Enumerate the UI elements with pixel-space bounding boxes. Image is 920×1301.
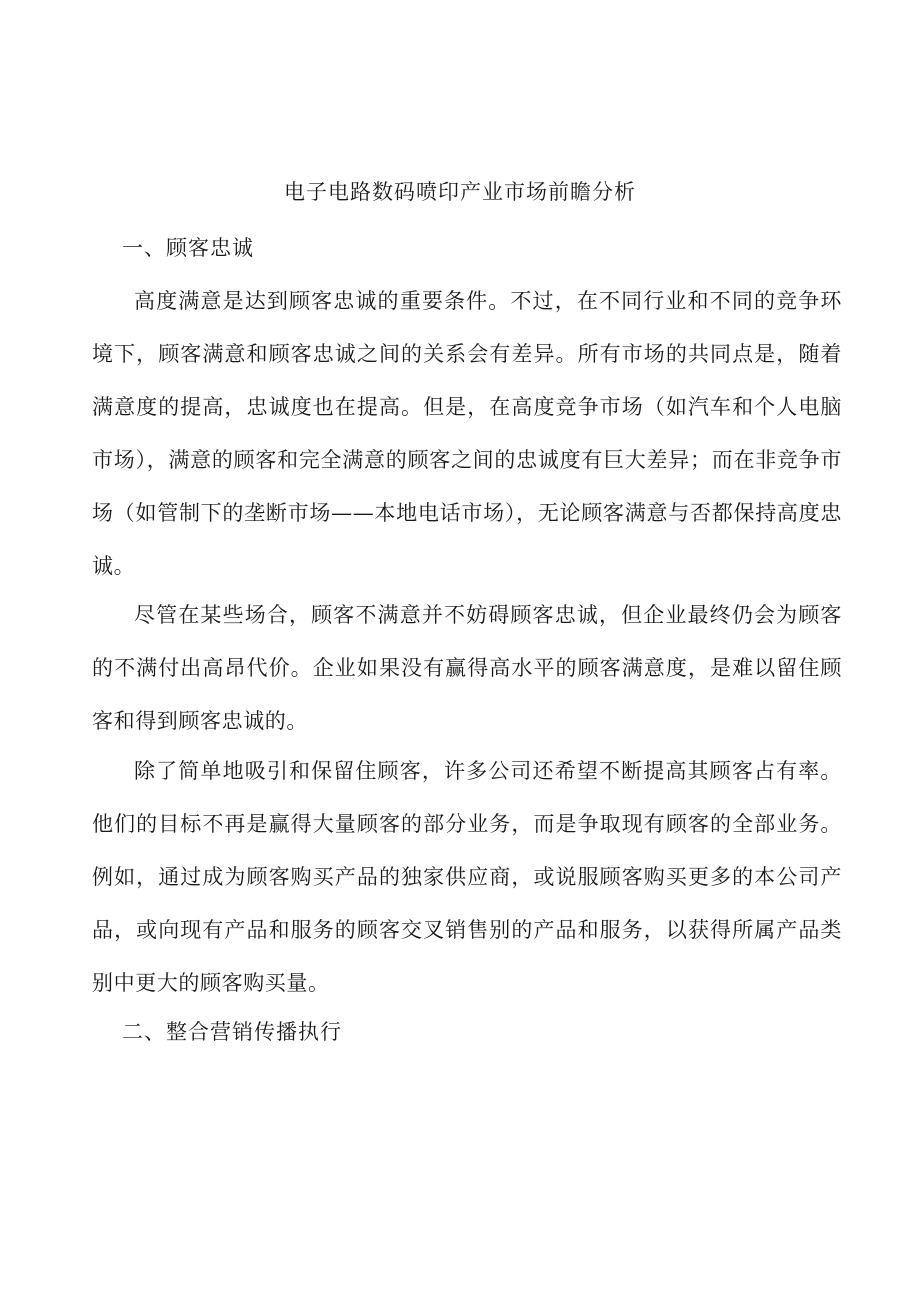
paragraph: 尽管在某些场合，顾客不满意并不妨碍顾客忠诚，但企业最终仍会为顾客的不满付出高昂代价。企业如果没有赢得高水平的顾客满意度，是难以留住顾客和得到顾客忠诚的。 xyxy=(92,603,842,733)
paragraph: 除了简单地吸引和保留住顾客，许多公司还希望不断提高其顾客占有率。他们的目标不再是赢得大量顾客的部分业务，而是争取现有顾客的全部业务。例如，通过成为顾客购买产品的独家供应商，或说服顾客购买更多的本公司产品，或向现有产品和服务的顾客交叉销售别的产品和服务，以获得所属产品类别中更大的顾客购买量。 xyxy=(92,759,842,995)
paragraph: 高度满意是达到顾客忠诚的重要条件。不过，在不同行业和不同的竞争环境下，顾客满意和顾客忠诚之间的关系会有差异。所有市场的共同点是，随着满意度的提高，忠诚度也在提高。但是，在高度竞争市场（如汽车和个人电脑市场），满意的顾客和完全满意的顾客之间的忠诚度有巨大差异；而在非竞争市场（如管制下的垄断市场——本地电话市场），无论顾客满意与否都保持高度忠诚。 xyxy=(92,289,842,578)
section-heading-customer-loyalty: 一、顾客忠诚 xyxy=(122,236,254,260)
section-heading-imc-execution: 二、整合营销传播执行 xyxy=(122,1020,342,1044)
document-title: 电子电路数码喷印产业市场前瞻分析 xyxy=(284,180,636,204)
